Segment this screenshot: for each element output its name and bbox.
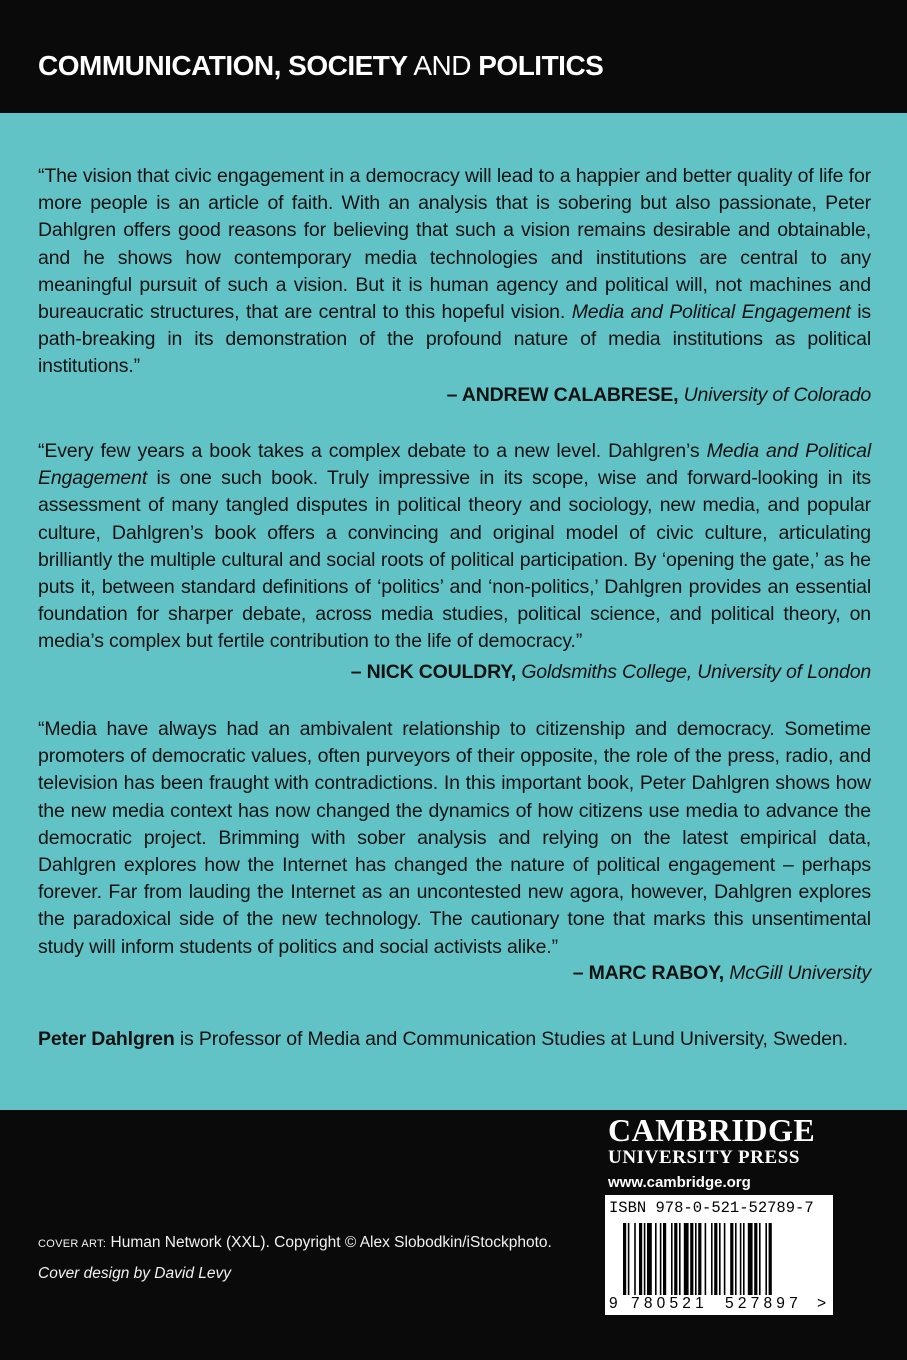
- series-title-part2: POLITICS: [478, 50, 604, 81]
- series-title-part1: COMMUNICATION, SOCIETY: [38, 50, 408, 81]
- quote-2-book-title: Media and Political Engagement: [38, 440, 872, 490]
- barcode-first-digit: 9: [609, 1295, 618, 1312]
- publisher-url: www.cambridge.org: [608, 1174, 751, 1191]
- quote-3-affiliation: McGill University: [729, 962, 871, 984]
- quote-2-attribution: [351, 661, 871, 684]
- quote-2-text-b: is one such book. Truly impressive in its scope, wise and forward-looking in its assessment of many tangled disputes in political theory and sociology, new media, and popular culture, Dahlgren’s book offers a convincing and original model of civic culture, articulating brilliantly the multiple cultural and social roots of political participation. By ‘opening the gate,’ as he puts it, between standard definitions of ‘politics’ and ‘non-politics,’ Dahlgren provides an essential foundation for sharper debate, across media studies, political science, and political theory, on media’s complex but fertile contribution to the life of democracy.”: [38, 467, 871, 653]
- quote-1-book-title: Media and Political Engagement: [571, 301, 851, 324]
- barcode-bars: [605, 1195, 833, 1295]
- quote-3-author: – MARC RABOY,: [572, 962, 724, 984]
- quote-2-affiliation: Goldsmiths College, University of London: [521, 661, 871, 683]
- author-name: Peter Dahlgren: [38, 1028, 175, 1050]
- author-bio: [38, 1028, 871, 1051]
- barcode-end-mark: >: [817, 1295, 827, 1312]
- cover-art-label: COVER ART:: [38, 1238, 107, 1250]
- series-title-and: AND: [413, 50, 471, 81]
- quote-2-author: – NICK COULDRY,: [350, 661, 517, 683]
- blurb-quote-1: [38, 163, 871, 381]
- isbn-barcode: [605, 1195, 833, 1315]
- quote-1-affiliation: University of Colorado: [683, 384, 871, 406]
- publisher-name: CAMBRIDGE: [608, 1112, 816, 1148]
- quote-3-attribution: [573, 962, 871, 985]
- cover-design-credit: Cover design by David Levy: [38, 1265, 231, 1282]
- cover-art-text: Human Network (XXL). Copyright © Alex Slobodkin/iStockphoto.: [106, 1234, 552, 1251]
- blurb-quote-3: [38, 716, 871, 961]
- blurb-quote-2: [38, 438, 871, 656]
- quote-1-author: – ANDREW CALABRESE,: [446, 384, 679, 406]
- barcode-group-2: 527897: [725, 1295, 802, 1312]
- quote-3-text: “Media have always had an ambivalent relationship to citizenship and democracy. Sometime promoters of democratic values, often purveyors of their opposite, the role of the press, radio, and television has been fraught with contradictions. In this important book, Peter Dahlgren shows how the new media context has now changed the dynamics of how citizens use media to advance the democratic project. Brimming with sober analysis and relying on the latest empirical data, Dahlgren explores how the Internet has changed the nature of political engagement – perhaps forever. Far from lauding the Internet as an uncontested new agora, however, Dahlgren explores the paradoxical side of the new technology. The cautionary tone that marks this unsentimental study will inform students of politics and social activists alike.”: [38, 718, 871, 958]
- quote-1-text-a: “The vision that civic engagement in a democracy will lead to a happier and better quality of life for more people is an article of faith. With an analysis that is sobering but also passionate, Peter Dahlgren offers good reasons for believing that such a vision remains desirable and obtainable, and he shows how contemporary media technologies and institutions are central to any meaningful pursuit of such a vision. But it is human agency and political will, not machines and bureaucratic structures, that are central to this hopeful vision.: [38, 165, 871, 324]
- author-bio-text: is Professor of Media and Communication Studies at Lund University, Sweden.: [174, 1028, 848, 1050]
- publisher-logo: [608, 1113, 833, 1194]
- isbn-number: ISBN 978-0-521-52789-7: [609, 1199, 814, 1217]
- publisher-subtitle: UNIVERSITY PRESS: [608, 1147, 801, 1168]
- quote-1-text-b: is path-breaking in its demonstration of the profound nature of media institutions as political institutions.”: [38, 301, 871, 378]
- barcode-group-1: 780521: [631, 1295, 708, 1312]
- quote-1-attribution: [447, 384, 871, 407]
- series-title: [38, 50, 603, 82]
- cover-art-credit: [38, 1234, 552, 1252]
- quote-2-text-a: “Every few years a book takes a complex debate to a new level. Dahlgren’s: [38, 440, 707, 462]
